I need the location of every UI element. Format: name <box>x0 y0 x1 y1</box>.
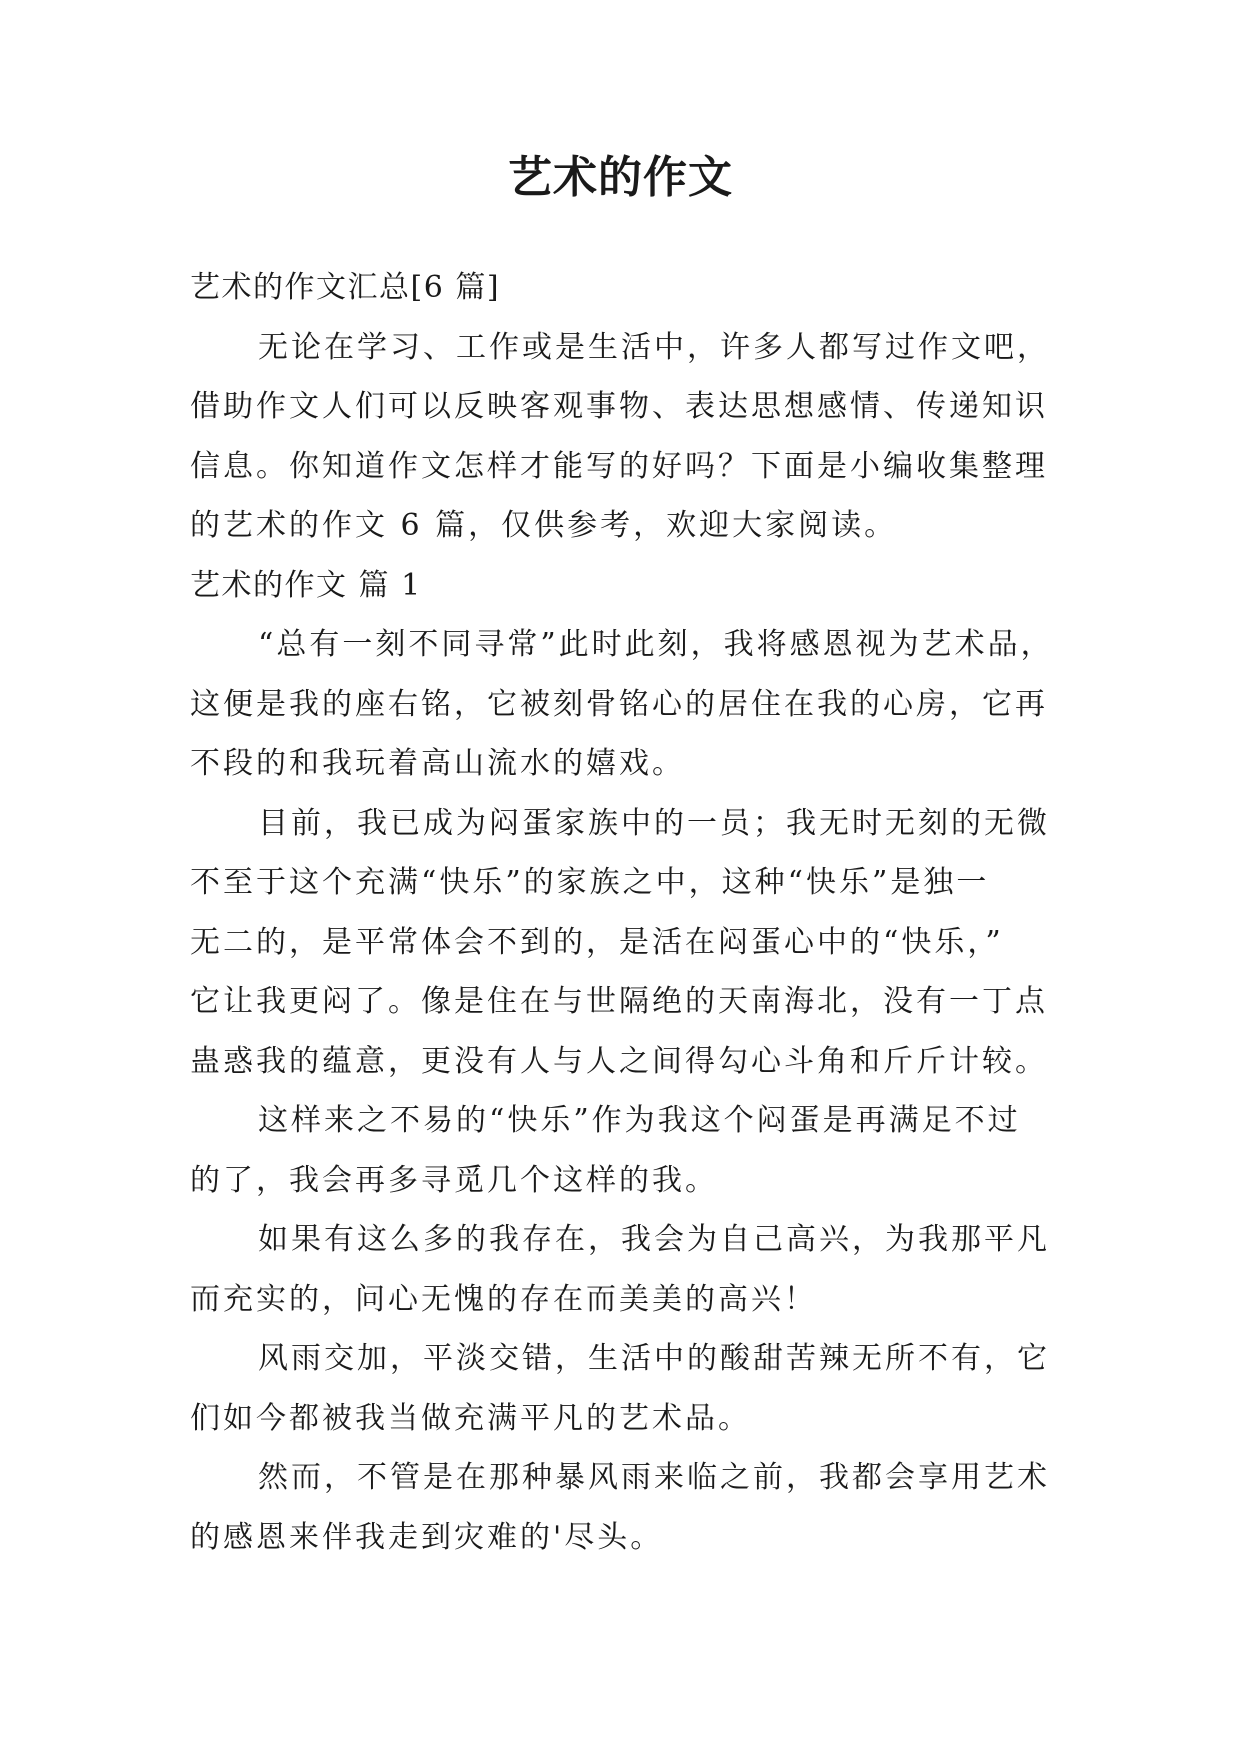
text-line: 如果有这么多的我存在，我会为自己高兴，为我那平凡 <box>258 1222 1050 1257</box>
text-line: 信息。你知道作文怎样才能写的好吗？下面是小编收集整理 <box>190 448 1048 484</box>
text-line: 不段的和我玩着高山流水的嬉戏。 <box>190 746 685 781</box>
text-line: 无论在学习、工作或是生活中，许多人都写过作文吧， <box>258 329 1050 365</box>
text-line: “总有一刻不同寻常”此时此刻，我将感恩视为艺术品， <box>258 627 1054 662</box>
text-line: 无二的，是平常体会不到的，是活在闷蛋心中的“快乐，” <box>190 924 1004 960</box>
text-line: 这便是我的座右铭，它被刻骨铭心的居住在我的心房，它再 <box>190 686 1048 722</box>
text-line: 然而，不管是在那种暴风雨来临之前，我都会享用艺术 <box>258 1460 1050 1495</box>
text-line: 的艺术的作文 6 篇，仅供参考，欢迎大家阅读。 <box>190 508 898 543</box>
text-line: 蛊惑我的蕴意，更没有人与人之间得勾心斗角和斤斤计较。 <box>190 1043 1048 1079</box>
section-heading: 艺术的作文汇总[6 篇] <box>190 270 501 305</box>
text-line: 的感恩来伴我走到灾难的'尽头。 <box>190 1519 664 1555</box>
section-heading: 艺术的作文 篇 1 <box>190 567 422 603</box>
text-line: 目前，我已成为闷蛋家族中的一员；我无时无刻的无微 <box>258 805 1050 841</box>
text-line: 而充实的，问心无愧的存在而美美的高兴！ <box>190 1281 817 1317</box>
text-line: 不至于这个充满“快乐”的家族之中，这种“快乐”是独一 <box>190 865 990 900</box>
text-line: 们如今都被我当做充满平凡的艺术品。 <box>190 1400 751 1436</box>
text-line: 的了，我会再多寻觅几个这样的我。 <box>190 1162 718 1198</box>
text-line: 这样来之不易的“快乐”作为我这个闷蛋是再满足不过 <box>258 1103 1021 1138</box>
text-line: 借助作文人们可以反映客观事物、表达思想感情、传递知识 <box>190 389 1048 424</box>
document-title: 艺术的作文 <box>508 152 733 203</box>
document-body <box>190 258 1060 1567</box>
text-line: 风雨交加，平淡交错，生活中的酸甜苦辣无所不有，它 <box>258 1341 1050 1376</box>
text-line: 它让我更闷了。像是住在与世隔绝的天南海北，没有一丁点 <box>190 984 1048 1019</box>
